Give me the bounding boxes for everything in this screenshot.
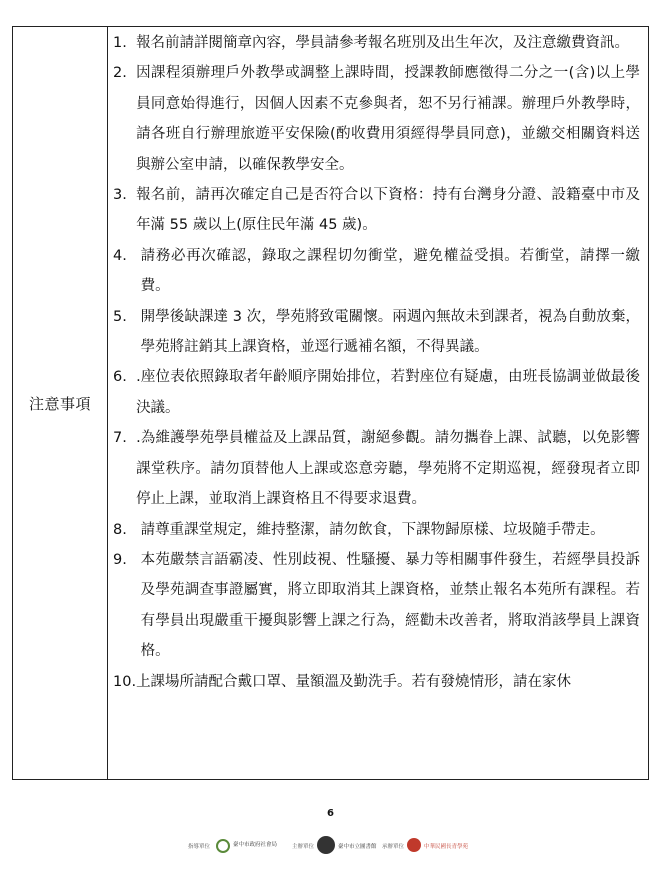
page-number: 6 [327,808,334,819]
notice-item [113,667,640,697]
notice-item [113,362,640,423]
sponsor-org: 臺中市政府社會局 [233,842,278,848]
column-divider [107,27,108,779]
notice-item-text: .為維護學苑學員權益及上課品質，謝絕參觀。請勿攜眷上課、試聽，以免影響課堂秩序。請勿頂替他人上課或恣意旁聽，學苑將不定期巡視，經發現者立即停止上課，並取消上課資格且不得要求退費。 [136,430,640,508]
notice-item [113,302,640,363]
organizer-label: 主辦單位 [292,844,315,850]
notice-item-text: 請務必再次確認，錄取之課程切勿衝堂，避免權益受損。若衝堂，請擇一繳費。 [140,247,640,295]
notice-list [113,28,640,697]
row-label: 注意事項 [28,394,91,413]
footer-logos [186,834,486,860]
notice-item-text: 因課程須辦理戶外教學或調整上課時間，授課教師應徵得二分之一(含)以上學員同意始得進行，因個人因素不克參與者，恕不另行補課。辦理戶外教學時，請各班自行辦理旅遊平安保險(酌收費用須經得學員同意)，並繳交相關資料送與辦公室申請，以確保教學安全。 [136,65,640,173]
sponsor-label: 指導單位 [188,844,211,850]
notice-item [113,515,640,545]
notice-item-number: 1. [113,35,137,51]
notice-item-number: 4. [113,247,141,264]
notice-item-number: 6. [113,369,137,386]
notice-item-number: 2. [113,65,137,82]
executor-logo-icon [407,838,421,852]
organizer-logo-icon [317,836,335,854]
notice-item-number: 3. [113,187,137,204]
notice-item-text: 報名前，請再次確定自己是否符合以下資格：持有台灣身分證、設籍臺中市及年滿 55 歲以上(原住民年滿 45 歲)。 [136,187,640,234]
sponsor-logo-icon [216,839,230,853]
notice-item [113,241,640,302]
notice-table [12,26,649,780]
notice-item-number: 9. [113,551,141,568]
notice-item-text: 開學後缺課達 3 次，學苑將致電關懷。兩週內無故未到課者，視為自動放棄，學苑將註銷其上課資格，並逕行遞補名額，不得異議。 [140,308,640,356]
executor-org: 中華民國長青學苑 [424,844,469,850]
notice-item [113,545,640,667]
notice-item [113,28,640,58]
executor-label: 承辦單位 [382,844,405,850]
notice-item-text: 本苑嚴禁言語霸凌、性別歧視、性騷擾、暴力等相關事件發生，若經學員投訴及學苑調查事證屬實，將立即取消其上課資格，並禁止報名本苑所有課程。若有學員出現嚴重干擾與影響上課之行為，經勸未改善者，將取消該學員上課資格。 [140,551,640,660]
notice-item-number: 7. [113,430,137,447]
notice-item-text: 請尊重課堂規定，維持整潔，請勿飲食，下課物歸原樣、垃圾隨手帶走。 [140,521,605,538]
notice-item-text: 報名前請詳閱簡章內容，學員請參考報名班別及出生年次，及注意繳費資訊。 [136,35,630,51]
notice-item-number: 8. [113,521,141,538]
notice-item-text: .座位表依照錄取者年齡順序開始排位，若對座位有疑慮，由班長協調並做最後決議。 [136,369,640,416]
notice-item-number: 10. [113,673,137,690]
notice-item [113,423,640,514]
notice-item-number: 5. [113,308,141,325]
notice-item [113,180,640,241]
organizer-org: 臺中市立圖書館 [338,844,377,850]
notice-item [113,58,640,180]
notice-item-text: 上課場所請配合戴口罩、量額溫及勤洗手。若有發燒情形，請在家休 [136,673,572,690]
